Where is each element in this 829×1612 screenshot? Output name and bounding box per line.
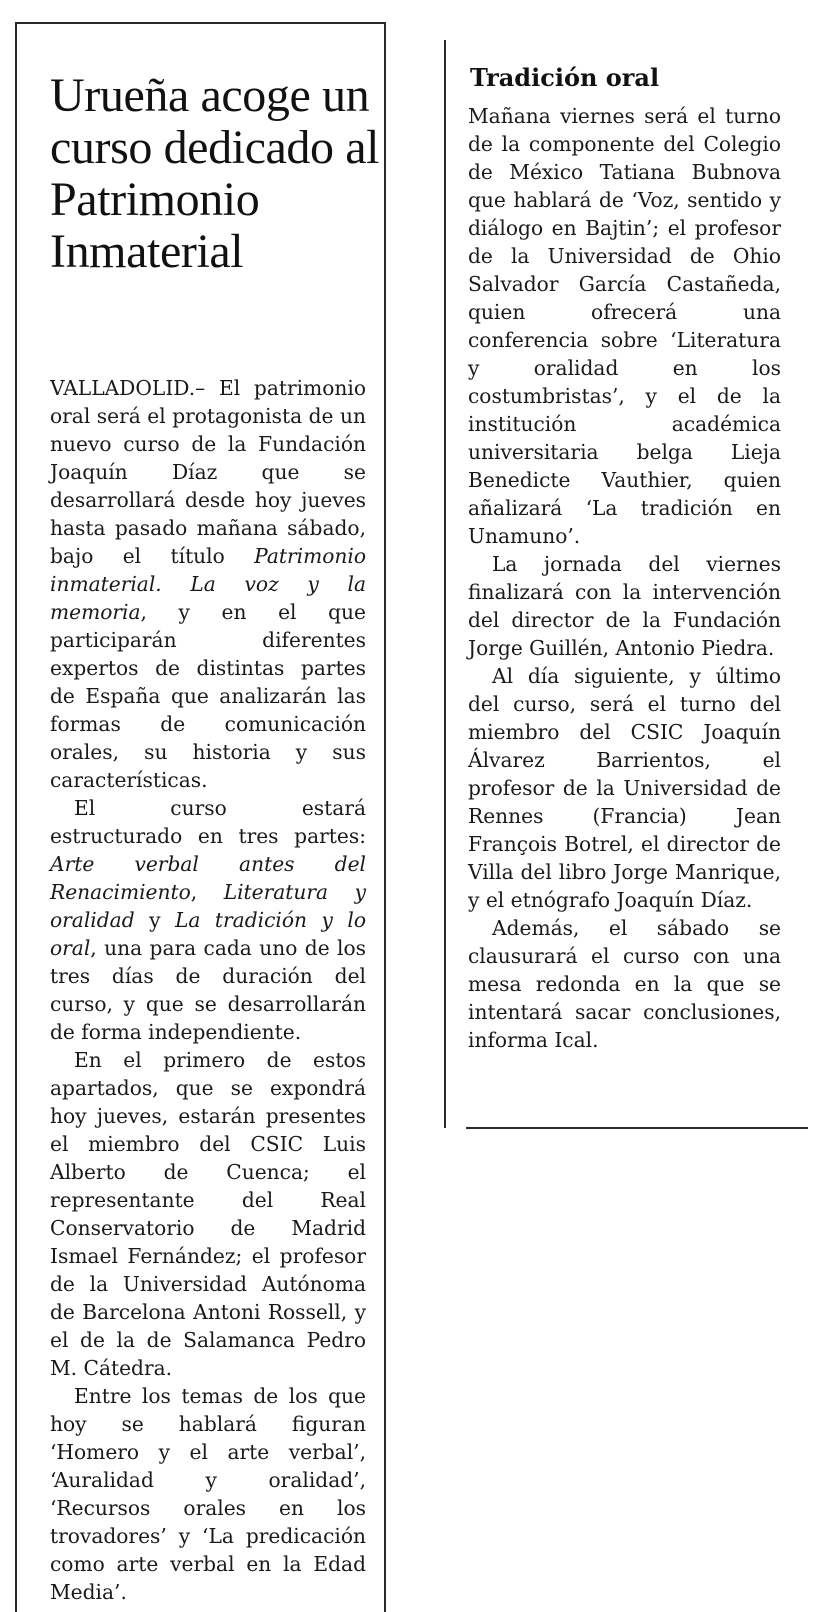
course-title: Patrimonio inmaterial. La voz y la memoria — [50, 544, 366, 624]
lead-paragraph: VALLADOLID.– El patrimonio oral será el protagonista de un nuevo curso de la Fundación Joaquín Díaz que se desarrollará desde hoy jueves hasta pasado mañana sábado, bajo el título Patrimonio inmaterial. La voz y la memoria, y en el que participarán diferentes expertos de distintas partes de España que analizarán las formas de comunicación orales, su historia y sus características. — [50, 376, 366, 792]
topics-paragraph: Entre los temas de los que hoy se hablará figuran ‘Homero y el arte verbal’, ‘Auralidad y oralidad’, ‘Recursos orales en los trovadores’ y ‘La predicación como arte verbal en la Edad Media’. — [50, 1384, 366, 1604]
right-column-rule — [444, 40, 446, 1128]
right-column — [468, 102, 781, 1054]
headline: Urueña acoge un curso dedicado al Patrimonio Inmaterial — [50, 69, 380, 278]
course-part-1: Arte verbal antes del Renacimiento — [50, 852, 366, 904]
friday-end-paragraph: La jornada del viernes finalizará con la intervención del director de la Fundación Jorge Guillén, Antonio Piedra. — [468, 552, 781, 660]
friday-paragraph: Mañana viernes será el turno de la componente del Colegio de México Tatiana Bubnova que hablará de ‘Voz, sentido y diálogo en Bajtin’; el profesor de la Universidad de Ohio Salvador García Castañeda, quien ofrecerá una conferencia sobre ‘Literatura y oralidad en los costumbristas’, y el de la institución académica universitaria belga Lieja Benedicte Vauthier, quien añalizará ‘La tradición en Unamuno’. — [468, 104, 781, 548]
closing-paragraph: Además, el sábado se clausurará el curso con una mesa redonda en la que se intentará sacar conclusiones, informa Ical. — [468, 916, 781, 1052]
column-divider-rule — [384, 22, 386, 1612]
left-column — [50, 374, 366, 1606]
course-part-3: La tradición y lo oral — [50, 908, 366, 960]
structure-paragraph: El curso estará estructurado en tres partes: Arte verbal antes del Renacimiento, Literatura y oralidad y La tradición y lo oral, una para cada uno de los tres días de duración del curso, y que se desarrollarán de forma independiente. — [50, 796, 366, 1044]
frame-left-rule — [15, 22, 17, 1612]
first-day-paragraph: En el primero de estos apartados, que se expondrá hoy jueves, estarán presentes el miembro del CSIC Luis Alberto de Cuenca; el representante del Real Conservatorio de Madrid Ismael Fernández; el profesor de la Universidad Autónoma de Barcelona Antoni Rossell, y el de la de Salamanca Pedro M. Cátedra. — [50, 1048, 366, 1380]
saturday-paragraph: Al día siguiente, y último del curso, será el turno del miembro del CSIC Joaquín Álvarez Barrientos, el profesor de la Universidad de Rennes (Francia) Jean François Botrel, el director de Villa del libro Jorge Manrique, y el etnógrafo Joaquín Díaz. — [468, 664, 781, 912]
right-column-bottom-rule — [466, 1127, 808, 1129]
subheading: Tradición oral — [470, 63, 660, 92]
frame-top-rule — [15, 22, 385, 24]
course-part-2: Literatura y oralidad — [50, 880, 366, 932]
